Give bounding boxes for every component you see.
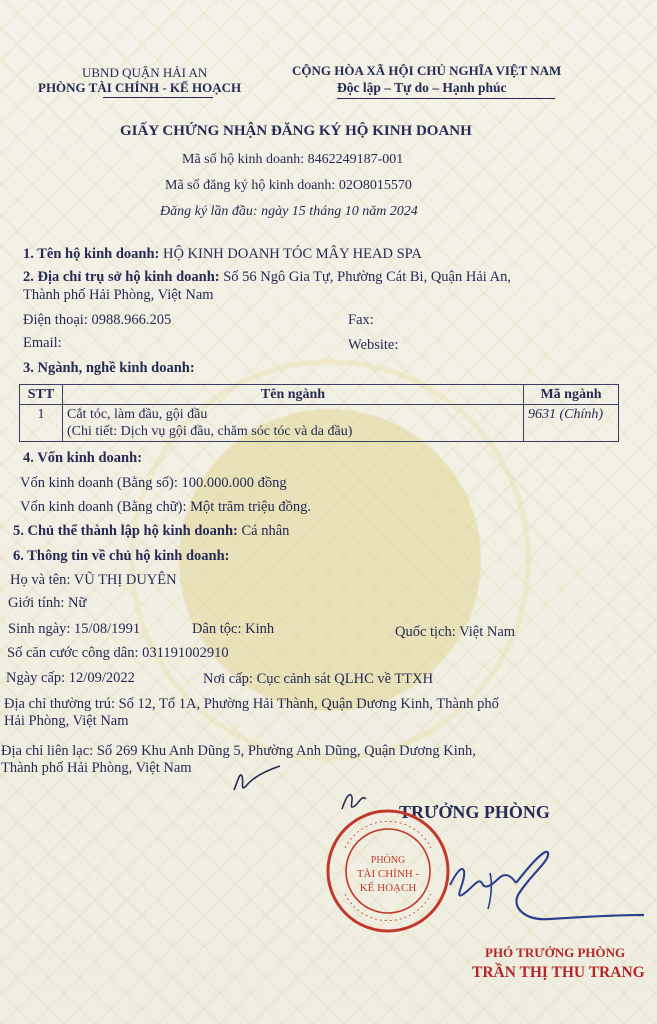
signature-title: TRƯỞNG PHÒNG [399, 802, 550, 822]
capital-number: Vốn kinh doanh (Bằng số): 100.000.000 đồng [20, 475, 287, 491]
row-name [63, 405, 524, 442]
capital-words: Vốn kinh doanh (Bằng chữ): Một trăm triệu đồng. [20, 499, 311, 515]
first-registration-date: Đăng ký lần đầu: ngày 15 tháng 10 năm 2024 [160, 204, 418, 219]
nation-underline [337, 98, 555, 99]
signer-name: TRẦN THỊ THU TRANG [472, 964, 645, 981]
address-line-2: Thành phố Hải Phòng, Việt Nam [23, 287, 214, 303]
address-line-1: Số 56 Ngô Gia Tự, Phường Cát Bi, Quận Hải An, [223, 269, 511, 285]
business-name: HỘ KINH DOANH TÓC MÂY HEAD SPA [162, 246, 422, 262]
permanent-address-line-1: Địa chỉ thường trú: Số 12, Tổ 1A, Phường Hải Thành, Quận Dương Kinh, Thành phố [4, 696, 499, 712]
row-stt: 1 [20, 405, 63, 442]
director-signature [420, 825, 650, 935]
permanent-address-line-2: Hải Phòng, Việt Nam [4, 713, 129, 729]
document-title: GIẤY CHỨNG NHẬN ĐĂNG KÝ HỘ KINH DOANH [120, 123, 472, 139]
section-1 [23, 246, 422, 263]
owner-dob: Sinh ngày: 15/08/1991 [8, 621, 141, 637]
owner-gender: Giới tính: Nữ [8, 595, 87, 611]
section-6-label: 6. Thông tin về chủ hộ kinh doanh: [13, 548, 230, 564]
row-name-line-2: (Chi tiết: Dịch vụ gội đầu, chăm sóc tóc và da đầu) [67, 424, 353, 439]
svg-text:TÀI CHÍNH -: TÀI CHÍNH - [356, 868, 420, 880]
svg-text:KẾ HOẠCH: KẾ HOẠCH [359, 882, 417, 894]
fax: Fax: [348, 312, 374, 328]
row-name-line-1: Cắt tóc, làm đầu, gội đầu [67, 407, 208, 422]
table-header-row [20, 385, 619, 405]
founder-type: Cá nhân [241, 523, 290, 539]
initial-mark [228, 762, 284, 796]
business-code: Mã số hộ kinh doanh: 8462249187-001 [182, 152, 404, 167]
signer-position: PHÓ TRƯỞNG PHÒNG [485, 945, 626, 960]
email: Email: [23, 335, 62, 351]
phone: Điện thoại: 0988.966.205 [23, 312, 172, 328]
owner-name: Họ và tên: VŨ THỊ DUYÊN [10, 572, 177, 588]
org-underline [103, 97, 213, 98]
section-5 [13, 523, 289, 540]
owner-ethnicity: Dân tộc: Kinh [192, 621, 275, 637]
nation-line-1: CỘNG HÒA XÃ HỘI CHỦ NGHĨA VIỆT NAM [292, 63, 562, 78]
website: Website: [348, 337, 399, 353]
contact-address-line-1: Địa chỉ liên lạc: Số 269 Khu Anh Dũng 5, Phường Anh Dũng, Quận Dương Kinh, [1, 743, 476, 759]
owner-id-issue-date: Ngày cấp: 12/09/2022 [6, 670, 135, 686]
nation-line-2: Độc lập – Tự do – Hạnh phúc [337, 80, 507, 95]
org-line-2: PHÒNG TÀI CHÍNH - KẾ HOẠCH [38, 80, 242, 95]
row-code: 9631 (Chính) [524, 405, 619, 442]
section-3-label: 3. Ngành, nghề kinh doanh: [23, 360, 195, 376]
section-4-label: 4. Vốn kinh doanh: [23, 450, 143, 466]
header-code: Mã ngành [524, 385, 619, 405]
header-stt: STT [20, 385, 63, 405]
owner-nationality: Quốc tịch: Việt Nam [395, 624, 516, 640]
section-2 [23, 269, 511, 286]
table-row [20, 405, 619, 442]
section-5-label: 5. Chủ thể thành lập hộ kinh doanh: [13, 523, 238, 539]
business-lines-table [19, 384, 619, 442]
section-1-label: 1. Tên hộ kinh doanh: [23, 246, 160, 262]
svg-text:PHÒNG: PHÒNG [370, 855, 406, 866]
owner-id-number: Số căn cước công dân: 031191002910 [7, 645, 229, 661]
owner-id-issue-place: Nơi cấp: Cục cảnh sát QLHC về TTXH [203, 671, 434, 687]
registration-code: Mã số đăng ký hộ kinh doanh: 02O8015570 [165, 178, 412, 193]
header-name: Tên ngành [63, 385, 524, 405]
contact-address-line-2: Thành phố Hải Phòng, Việt Nam [1, 760, 192, 776]
section-2-label: 2. Địa chỉ trụ sở hộ kinh doanh: [23, 269, 220, 285]
org-line-1: UBND QUẬN HẢI AN [82, 65, 208, 80]
